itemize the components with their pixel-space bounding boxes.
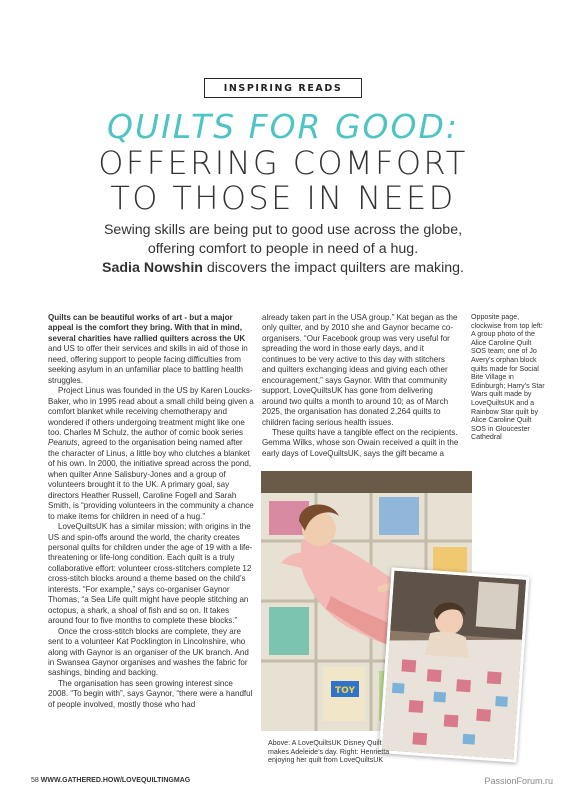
magazine-url: WWW.GATHERED.HOW/LOVEQUILTINGMAG [40,777,191,784]
paragraph-growing-interest: The organisation has seen growing interest since 2008. “To begin with”, says Gaynor, “there were a handful of people involved, mostly those who had [48,678,253,709]
lead-paragraph [48,313,255,386]
paragraph-recipients: These quilts have a tangible effect on the recipients. Gemma Wilks, whose son Owain received a quilt in the early days of LoveQuiltsUK, says the gift became a [262,427,459,458]
standfirst-line-3 [60,259,506,278]
paragraph-cross-stitch-blocks: Once the cross-stitch blocks are complete, they are sent to a volunteer Kat Pocklington in Lincolnshire, who along with Gaynor is an organiser of the UK branch. And in Swansea Gaynor organises and washes the fabric for sashings, binding and backing. [48,626,249,678]
section-kicker: INSPIRING READS [204,78,362,98]
paragraph-text: Project Linus was founded in the US by Karen Loucks-Baker, who in 1995 read about a small child being given a comfort blanket while receiving chemotherapy and wondered if others undergoing treatment might like one too. Charles M Schulz, the author of comic book series [48,386,254,437]
article-column-1 [48,313,255,710]
paragraph-lovequiltsuk: LoveQuiltsUK has a similar mission; with origins in the US and spin-offs around the world, the charity creates personal quilts for children under the age of 19 with a life-threatening or life-long condition. Each quilt is a truly collaborative effort: volunteer cross-stitchers complete 12 cross-stitch blocks around a theme based on the child’s interests. “For example,” says co-organiser Gaynor Thomas, “a Sea Life quilt might have people stitching an octopus, a shark, a shoal of fish and so on. It takes around four to five months to complete these blocks.” [48,522,253,626]
lead-text: Quilts can be beautiful works of art - but a major appeal is the comfort they bring. With that in mind, several charities have rallied quilters across the UK [48,313,246,343]
standfirst-line-1: Sewing skills are being put to good use across the globe, [103,222,463,238]
paragraph-project-linus [48,386,255,522]
photo-caption: Above: A LoveQuiltsUK Disney Quilt makes Adeleide’s day. Right: Henrietta enjoying her quilt from LoveQuiltsUK [268,739,390,765]
standfirst-line-3-rest: discovers the impact quilters are making. [202,260,464,276]
page-number: 58 [31,777,39,784]
photo-henrietta-graphic [382,571,526,760]
article-column-2 [262,313,460,459]
toy-story-logo: TOY [335,686,355,696]
headline-line-2: OFFERING COMFORT [98,144,468,182]
standfirst-line-2: offering comfort to people in need of a hug. [147,241,419,257]
peanuts-title: Peanuts [48,438,78,448]
author-name: Sadia Nowshin [102,260,203,276]
watermark: PassionForum.ru [484,776,553,786]
paragraph-text-rest: , agreed to the organisation being named after the character of Linus, a little boy who clutches a blanket of his own. In 2000, the initiative spread across the pond, when quilter Anne Salisbury-Jones and a group of volunteers brought it to the UK. A primary goal, say directors Heather Russell, Caroline Fogell and Sarah Smith, is “providing volunteers in the community a chance to make items for children in need of a hug.” [48,438,254,521]
lead-text-rest: and US to offer their services and skills in aid of those in need, offering support to people facing difficulties from seeking asylum in an unfamiliar place to battling health struggles. [48,344,248,385]
paragraph-continuation: already taken part in the USA group.” Kat began as the only quilter, and by 2010 she and Gaynor became co-organisers. “Our Facebook group was very useful for spreading the word in those early days, and it continues to be very active to this day with stitchers and quilters exchanging ideas and giving each other encouragement,” says Gaynor. With that community support, LoveQuiltsUK has gone from delivering around two quilts a month to around 10; as of March 2025, the organisation has donated 2,264 quilts to children facing serious health issues. [262,313,458,427]
standfirst [60,221,506,278]
page-footer [31,777,190,784]
side-caption: Opposite page, clockwise from top left: A group photo of the Alice Caroline Quilt SOS team; one of Jo Avery’s orphan block quilts made for Social Bite Village in Edinburgh; Harry’s Star Wars quilt made by LoveQuiltsUK and a Rainbow Star quilt by Alice Caroline Quilt SOS in Gloucester Cathedral [471,313,545,442]
photo-henrietta [379,567,530,762]
headline-line-1: QUILTS FOR GOOD: [106,107,460,146]
headline-line-3: TO THOSE IN NEED [110,179,456,217]
